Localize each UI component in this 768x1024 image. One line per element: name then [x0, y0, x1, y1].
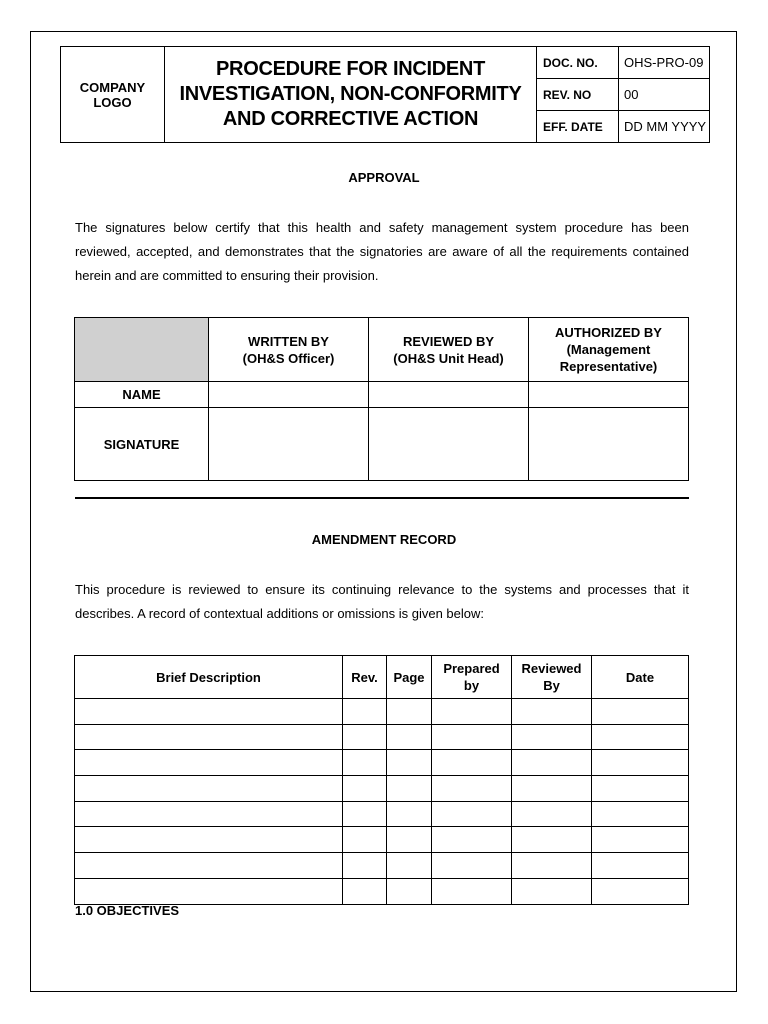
- table-cell[interactable]: [387, 750, 432, 776]
- table-cell[interactable]: [512, 776, 592, 802]
- table-cell[interactable]: [387, 724, 432, 750]
- table-cell[interactable]: [387, 853, 432, 879]
- table-cell[interactable]: [75, 878, 343, 904]
- amend-col-date: [592, 656, 689, 699]
- table-cell[interactable]: [75, 776, 343, 802]
- table-cell[interactable]: [343, 724, 387, 750]
- table-cell[interactable]: [592, 750, 689, 776]
- table-row: [75, 801, 689, 827]
- table-cell[interactable]: [343, 699, 387, 725]
- table-cell[interactable]: [432, 750, 512, 776]
- table-cell[interactable]: [387, 776, 432, 802]
- amendment-heading: AMENDMENT RECORD: [311, 532, 457, 547]
- title-line3: AND CORRECTIVE ACTION: [222, 108, 479, 130]
- col-subtitle: (OH&S Unit Head): [393, 350, 504, 366]
- document-title: [165, 47, 537, 143]
- written-by-name-cell[interactable]: [209, 382, 369, 408]
- authorized-by-signature-cell[interactable]: [529, 408, 689, 481]
- table-cell[interactable]: [387, 801, 432, 827]
- table-cell[interactable]: [343, 801, 387, 827]
- section-heading-objectives: 1.0 OBJECTIVES: [75, 903, 180, 918]
- table-cell[interactable]: [387, 699, 432, 725]
- logo-text-line1: COMPANY: [79, 79, 146, 95]
- col-title: REVIEWED BY: [402, 333, 494, 349]
- doc-no-label: DOC. NO.: [537, 47, 619, 79]
- col-title: AUTHORIZED BY: [555, 325, 662, 340]
- table-cell[interactable]: [432, 801, 512, 827]
- table-cell[interactable]: [512, 801, 592, 827]
- amendment-table: [74, 655, 689, 905]
- amend-col-page: [387, 656, 432, 699]
- title-line2: INVESTIGATION, NON-CONFORMITY: [179, 83, 522, 105]
- row-label-name: NAME: [75, 382, 209, 408]
- table-row: [75, 878, 689, 904]
- table-row: [75, 750, 689, 776]
- table-cell[interactable]: [512, 750, 592, 776]
- table-cell[interactable]: [432, 699, 512, 725]
- amend-col-reviewed-by: [512, 656, 592, 699]
- section-divider: [75, 497, 689, 499]
- table-cell[interactable]: [432, 827, 512, 853]
- table-cell[interactable]: [75, 801, 343, 827]
- approval-table-corner: [75, 318, 209, 382]
- table-cell[interactable]: [512, 878, 592, 904]
- approval-col-reviewed-by: [369, 318, 529, 382]
- table-row: [75, 853, 689, 879]
- table-cell[interactable]: [512, 699, 592, 725]
- rev-no-label: REV. NO: [537, 79, 619, 111]
- table-cell[interactable]: [512, 853, 592, 879]
- approval-paragraph: The signatures below certify that this health and safety management system procedure has been reviewed, accepted, and demonstrates that the signatories are aware of all the requirements contained herein and are committed to ensuring their provision.: [75, 220, 689, 283]
- col-subtitle: (OH&S Officer): [242, 350, 335, 366]
- amend-col-rev: [343, 656, 387, 699]
- table-row: [75, 699, 689, 725]
- table-row: [75, 776, 689, 802]
- col-title: WRITTEN BY: [248, 333, 329, 349]
- approval-col-authorized-by: [529, 318, 689, 382]
- table-cell[interactable]: [343, 853, 387, 879]
- table-row: [75, 827, 689, 853]
- table-cell[interactable]: [432, 776, 512, 802]
- table-cell[interactable]: [75, 827, 343, 853]
- title-line1: PROCEDURE FOR INCIDENT: [216, 58, 485, 80]
- table-cell[interactable]: [387, 878, 432, 904]
- approval-col-written-by: [209, 318, 369, 382]
- table-cell[interactable]: [387, 827, 432, 853]
- amend-col-brief-description: [75, 656, 343, 699]
- table-cell[interactable]: [75, 853, 343, 879]
- written-by-signature-cell[interactable]: [209, 408, 369, 481]
- table-cell[interactable]: [343, 776, 387, 802]
- authorized-by-name-cell[interactable]: [529, 382, 689, 408]
- table-cell[interactable]: [75, 724, 343, 750]
- reviewed-by-signature-cell[interactable]: [369, 408, 529, 481]
- reviewed-by-name-cell[interactable]: [369, 382, 529, 408]
- col-title-cont: By: [543, 678, 560, 693]
- col-title: Date: [625, 669, 655, 685]
- eff-date-label: EFF. DATE: [537, 111, 619, 143]
- table-cell[interactable]: [592, 776, 689, 802]
- table-cell[interactable]: [432, 853, 512, 879]
- table-cell[interactable]: [343, 878, 387, 904]
- table-cell[interactable]: [75, 699, 343, 725]
- approval-heading: APPROVAL: [348, 170, 420, 185]
- col-title: Page: [393, 669, 425, 685]
- col-title: Prepared: [443, 661, 500, 676]
- table-cell[interactable]: [75, 750, 343, 776]
- doc-no-value: OHS-PRO-09: [619, 47, 710, 79]
- document-header: [60, 46, 710, 143]
- amendment-rows: [75, 699, 689, 905]
- table-cell[interactable]: [592, 878, 689, 904]
- table-cell[interactable]: [432, 724, 512, 750]
- col-title: Brief Description: [156, 669, 261, 685]
- rev-no-value: 00: [619, 79, 710, 111]
- row-label-signature: SIGNATURE: [75, 408, 209, 481]
- table-cell[interactable]: [343, 750, 387, 776]
- col-title: Rev.: [351, 669, 378, 685]
- table-cell[interactable]: [432, 878, 512, 904]
- table-cell[interactable]: [592, 801, 689, 827]
- amend-col-prepared-by: [432, 656, 512, 699]
- table-cell[interactable]: [592, 827, 689, 853]
- col-title-cont: by: [463, 678, 480, 693]
- logo-text-line2: LOGO: [93, 94, 132, 110]
- table-cell[interactable]: [512, 827, 592, 853]
- table-cell[interactable]: [592, 853, 689, 879]
- col-subtitle: (Management: [566, 342, 651, 357]
- col-title: Reviewed: [521, 661, 582, 676]
- table-cell[interactable]: [512, 724, 592, 750]
- col-subtitle-cont: Representative): [559, 359, 658, 374]
- table-cell[interactable]: [592, 724, 689, 750]
- table-row: [75, 724, 689, 750]
- table-cell[interactable]: [343, 827, 387, 853]
- approval-table: [74, 317, 689, 481]
- table-cell[interactable]: [592, 699, 689, 725]
- amendment-paragraph: This procedure is reviewed to ensure its continuing relevance to the systems and processes that it describes. A record of contextual additions or omissions is given below:: [75, 582, 689, 621]
- eff-date-value: DD MM YYYY: [619, 111, 710, 143]
- company-logo-placeholder: [61, 47, 165, 143]
